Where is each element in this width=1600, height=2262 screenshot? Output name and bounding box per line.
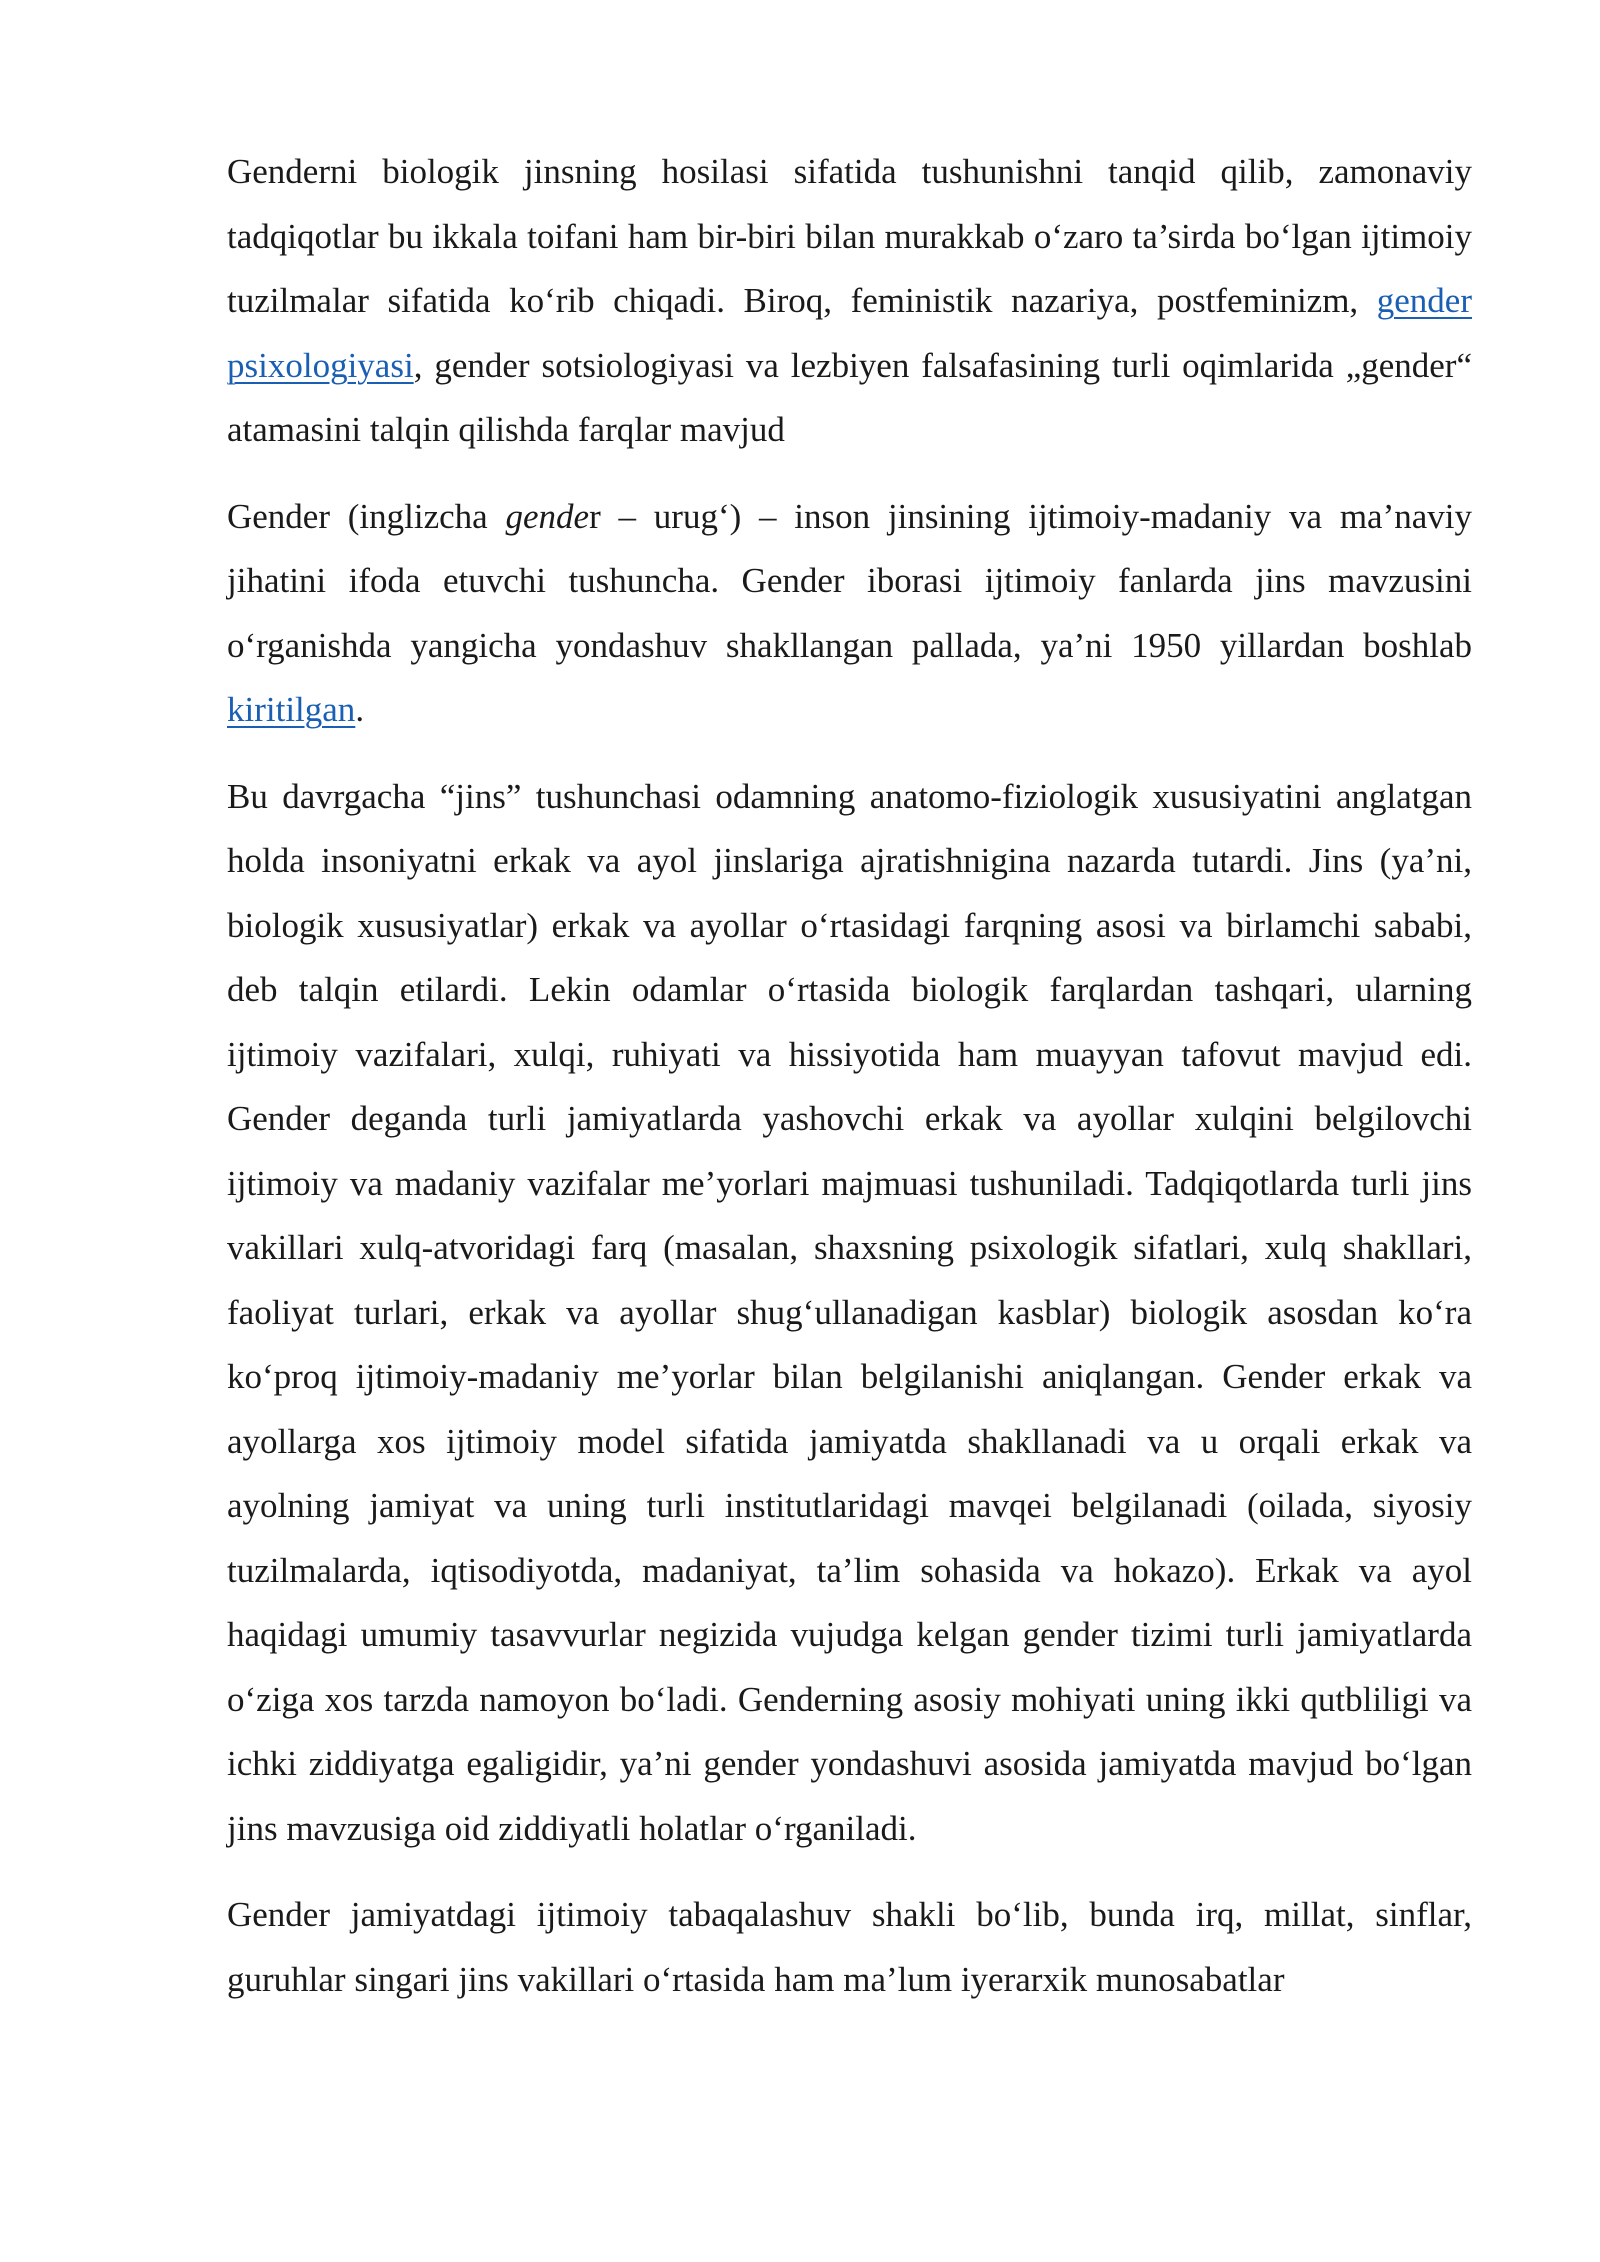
paragraph-3: Bu davrgacha “jins” tushunchasi odamning anatomo-fiziologik xususiyatini anglatgan holda insoniyatni erkak va ayol jinslariga ajratishnigina nazarda tutardi. Jins (ya’ni, biologik xususiyatlar) erkak va ayollar o‘rtasidagi farqning asosi va birlamchi sababi, deb talqin etilardi. Lekin odamlar o‘rtasida biologik farqlardan tashqari, ularning ijtimoiy vazifalari, xulqi, ruhiyati va hissiyotida ham muayyan tafovut mavjud edi. Gender deganda turli jamiyatlarda yashovchi erkak va ayollar xulqini belgilovchi ijtimoiy va madaniy vazifalar me’yorlari majmuasi tushuniladi. Tadqiqotlarda turli jins vakillari xulq-atvoridagi farq (masalan, shaxsning psixologik sifatlari, xulq shakllari, faoliyat turlari, erkak va ayollar shug‘ullanadigan kasblar) biologik asosdan ko‘ra ko‘proq ijtimoiy-madaniy me’yorlar bilan belgilanishi aniqlangan. Gender erkak va ayollarga xos ijtimoiy model sifatida jamiyatda shakllanadi va u orqali erkak va ayolning jamiyat va uning turli institutlaridagi mavqei belgilanadi (oilada, siyosiy tuzilmalarda, iqtisodiyotda, madaniyat, ta’lim sohasida va hokazo). Erkak va ayol haqidagi umumiy tasavvurlar negizida vujudga kelgan gender tizimi turli jamiyatlarda o‘ziga xos tarzda namoyon bo‘ladi. Genderning asosiy mohiyati uning ikki qutbliligi va ichki ziddiyatga egaligidir, ya’ni gender yondashuvi asosida jamiyatda mavjud bo‘lgan jins mavzusiga oid ziddiyatli holatlar o‘rganiladi. [227,776,1472,1848]
document-page [227,140,1472,2034]
link-kiritilgan[interactable]: kiritilgan [227,690,356,729]
paragraph-2-text-start: Gender (inglizcha [227,496,506,536]
paragraph-1 [227,140,1472,463]
paragraph-1-text-start: Genderni biologik jinsning hosilasi sifatida tushunishni tanqid qilib, zamonaviy tadqiqotlar bu ikkala toifani ham bir-biri bilan murakkab o‘zaro ta’sirda bo‘lgan ijtimoiy tuzilmalar sifatida ko‘rib chiqadi. Biroq, feministik nazariya, postfeminizm, [227,152,1472,320]
paragraph-2-text-mid: r – urug‘) – inson jinsining ijtimoiy-madaniy va ma’naviy jihatini ifoda etuvchi tushuncha. Gender iborasi ijtimoiy fanlarda jins mavzusini o‘rganishda yangicha yondashuv shakllangan pallada, ya’ni 1950 yillardan boshlab [227,496,1472,665]
paragraph-2-italic-term: gende [505,496,590,536]
link-gender-psixologiyasi[interactable]: gender psixologiyasi [227,281,1472,385]
paragraph-1-text-end: , gender sotsiologiyasi va lezbiyen falsafasining turli oqimlarida „gender“ atamasini talqin qilishda farqlar mavjud [227,345,1472,449]
paragraph-2 [227,485,1472,743]
paragraph-4: Gender jamiyatdagi ijtimoiy tabaqalashuv shakli bo‘lib, bunda irq, millat, sinflar, guruhlar singari jins vakillari o‘rtasida ham ma’lum iyerarxik munosabatlar [227,1895,1472,1999]
paragraph-2-text-end: . [355,690,365,729]
